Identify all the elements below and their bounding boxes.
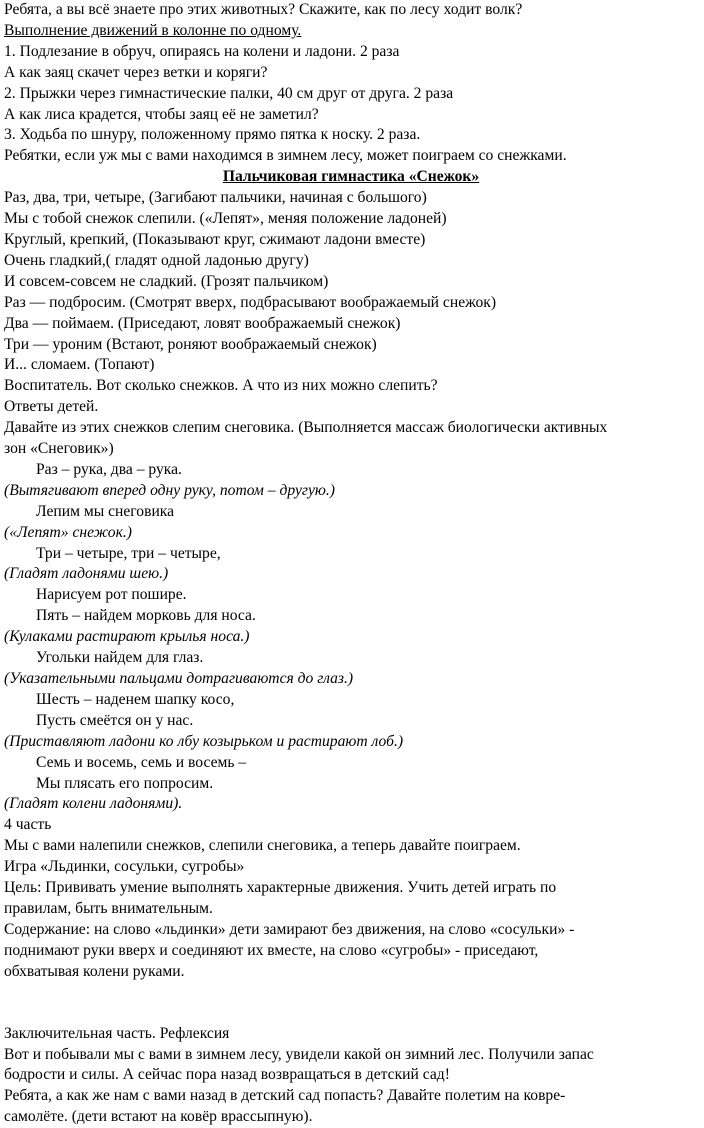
- part4-line: Цель: Прививать умение выполнять характерные движения. Учить детей играть по: [4, 879, 557, 897]
- conclusion-line: самолёте. (дети встают на ковёр врассыпную).: [4, 1108, 313, 1126]
- gymnastics-section: [4, 167, 698, 418]
- intro-line-underlined: Выполнение движений в колонне по одному.: [4, 21, 302, 39]
- conclusion-section: [4, 1024, 698, 1128]
- verse-line: Семь и восемь, семь и восемь –: [36, 753, 247, 771]
- verse-line: Нарисуем рот пошире.: [36, 586, 187, 604]
- massage-intro-line: Давайте из этих снежков слепим снеговика. (Выполняется массаж биологически активных: [4, 419, 608, 437]
- conclusion-heading: Заключительная часть. Рефлексия: [4, 1024, 230, 1042]
- intro-section: [4, 0, 698, 167]
- verse-instruction: (Указательными пальцами дотрагиваются до глаз.): [4, 670, 354, 687]
- verse-instruction: (Вытягивают вперед одну руку, потом – другую.): [4, 481, 335, 499]
- verse-instruction: (Кулаками растирают крылья носа.): [4, 628, 250, 646]
- verse-line: Пять – найдем морковь для носа.: [36, 607, 256, 625]
- gymnastics-line: Раз, два, три, четыре, (Загибают пальчики, начиная с большого): [4, 189, 427, 207]
- gymnastics-title: Пальчиковая гимнастика «Снежок»: [222, 168, 480, 186]
- gymnastics-line: Два — поймаем. (Приседают, ловят воображаемый снежок): [4, 314, 401, 332]
- verse-line: Лепим мы снеговика: [36, 502, 175, 520]
- verse-instruction: («Лепят» снежок.): [4, 523, 132, 541]
- verse-line: Раз – рука, два – рука.: [36, 460, 182, 478]
- intro-line: 3. Ходьба по шнуру, положенному прямо пятка к носку. 2 раза.: [4, 126, 421, 144]
- verse-line: Пусть смеётся он у нас.: [36, 711, 194, 729]
- verse-instruction: (Гладят колени ладонями).: [4, 795, 183, 813]
- massage-section: [4, 418, 698, 815]
- verse-line: Мы плясать его попросим.: [36, 774, 214, 792]
- game-title: Игра «Льдинки, сосульки, сугробы»: [4, 858, 245, 876]
- intro-line: Ребята, а вы всё знаете про этих животных? Скажите, как по лесу ходит волк?: [4, 1, 523, 18]
- part4-line: обхватывая колени руками.: [4, 962, 185, 980]
- gymnastics-line: Три — уроним (Встают, роняют воображаемый снежок): [4, 335, 377, 353]
- verse-line: Угольки найдем для глаз.: [36, 649, 204, 667]
- conclusion-line: Вот и побывали мы с вами в зимнем лесу, увидели какой он зимний лес. Получили запас: [4, 1045, 594, 1063]
- gymnastics-line: Ответы детей.: [4, 398, 99, 416]
- verse-line: Три – четыре, три – четыре,: [36, 544, 221, 562]
- gymnastics-line: Раз — подбросим. (Смотрят вверх, подбрасывают воображаемый снежок): [4, 293, 497, 311]
- part4-line: Содержание: на слово «льдинки» дети замирают без движения, на слово «сосульки» -: [4, 920, 575, 938]
- part4-heading: 4 часть: [4, 816, 52, 834]
- verse-line: Шесть – наденем шапку косо,: [36, 690, 235, 708]
- gymnastics-line: Мы с тобой снежок слепили. («Лепят», меняя положение ладоней): [4, 210, 447, 228]
- conclusion-line: Ребята, а как же нам с вами назад в детский сад попасть? Давайте полетим на ковре-: [4, 1087, 566, 1105]
- gymnastics-line: И совсем-совсем не сладкий. (Грозят пальчиком): [4, 272, 329, 290]
- part4-line: поднимают руки вверх и соединяют их вместе, на слово «сугробы» - приседают,: [4, 941, 539, 959]
- verse-instruction: (Приставляют ладони ко лбу козырьком и растирают лоб.): [4, 732, 404, 750]
- intro-line: А как лиса крадется, чтобы заяц её не заметил?: [4, 105, 319, 123]
- part4-section: [4, 815, 698, 982]
- conclusion-line: бодрости и силы. А сейчас пора назад возвращаться в детский сад!: [4, 1066, 450, 1084]
- gymnastics-line: Воспитатель. Вот сколько снежков. А что из них можно слепить?: [4, 377, 438, 395]
- massage-intro-line: зон «Снеговик»): [4, 440, 114, 458]
- gymnastics-line: Круглый, крепкий, (Показывают круг, сжимают ладони вместе): [4, 230, 426, 248]
- part4-line: правилам, быть внимательным.: [4, 899, 213, 917]
- verse-instruction: (Гладят ладонями шею.): [4, 565, 169, 583]
- intro-line: Ребятки, если уж мы с вами находимся в зимнем лесу, может поиграем со снежками.: [4, 147, 567, 165]
- intro-line: А как заяц скачет через ветки и коряги?: [4, 63, 268, 81]
- massage-verse: [4, 460, 698, 815]
- gymnastics-line: Очень гладкий,( гладят одной ладонью другу): [4, 251, 309, 269]
- intro-line: 1. Подлезание в обруч, опираясь на колени и ладони. 2 раза: [4, 42, 400, 60]
- intro-line: 2. Прыжки через гимнастические палки, 40 см друг от друга. 2 раза: [4, 84, 454, 102]
- part4-line: Мы с вами налепили снежков, слепили снеговика, а теперь давайте поиграем.: [4, 837, 521, 855]
- gymnastics-line: И... сломаем. (Топают): [4, 356, 155, 374]
- blank-gap: [4, 983, 698, 1024]
